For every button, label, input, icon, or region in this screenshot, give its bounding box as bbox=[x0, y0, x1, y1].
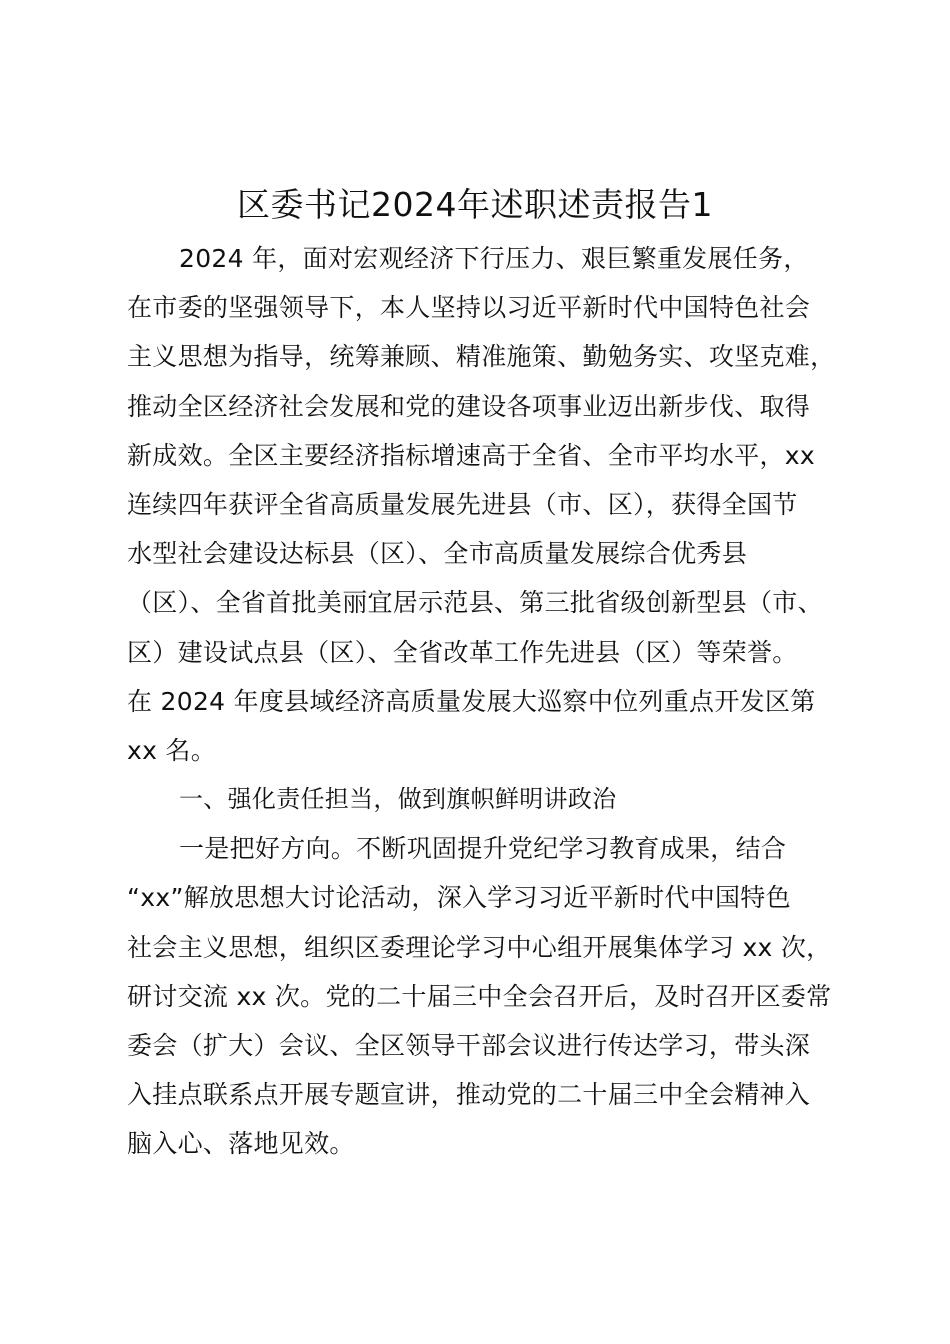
body-line: “xx”解放思想大讨论活动，深入学习习近平新时代中国特色 bbox=[127, 883, 791, 913]
body-line: 在 2024 年度县域经济高质量发展大巡察中位列重点开发区第 bbox=[127, 686, 816, 716]
body-line: 新成效。全区主要经济指标增速高于全省、全市平均水平，xx bbox=[127, 440, 815, 470]
body-line: 研讨交流 xx 次。党的二十届三中全会召开后，及时召开区委常 bbox=[127, 981, 832, 1011]
body-line: 水型社会建设达标县（区）、全市高质量发展综合优秀县 bbox=[127, 539, 748, 569]
section-heading: 一、强化责任担当，做到旗帜鲜明讲政治 bbox=[179, 785, 617, 814]
body-line: 在市委的坚强领导下，本人坚持以习近平新时代中国特色社会 bbox=[127, 293, 811, 323]
body-line: 社会主义思想，组织区委理论学习中心组开展集体学习 xx 次， bbox=[127, 932, 832, 962]
body-line: 脑入心、落地见效。 bbox=[127, 1129, 355, 1159]
body-line: 区）建设试点县（区）、全省改革工作先进县（区）等荣誉。 bbox=[127, 637, 798, 667]
body-line: （区）、全省首批美丽宜居示范县、第三批省级创新型县（市、 bbox=[127, 588, 823, 618]
body-line: xx 名。 bbox=[127, 735, 217, 765]
body-line: 入挂点联系点开展专题宣讲，推动党的二十届三中全会精神入 bbox=[127, 1080, 811, 1110]
document-body bbox=[127, 234, 847, 1169]
body-line: 主义思想为指导，统筹兼顾、精准施策、勤勉务实、攻坚克难， bbox=[127, 342, 836, 372]
body-line: 连续四年获评全省高质量发展先进县（市、区），获得全国节 bbox=[127, 489, 798, 519]
body-line: 2024 年，面对宏观经济下行压力、艰巨繁重发展任务， bbox=[179, 244, 809, 273]
body-line: 推动全区经济社会发展和党的建设各项事业迈出新步伐、取得 bbox=[127, 391, 811, 421]
document-title: 区委书记2024年述职述责报告1 bbox=[237, 185, 713, 224]
body-line: 一是把好方向。不断巩固提升党纪学习教育成果，结合 bbox=[179, 834, 787, 864]
body-line: 委会（扩大）会议、全区领导干部会议进行传达学习，带头深 bbox=[127, 1031, 811, 1060]
